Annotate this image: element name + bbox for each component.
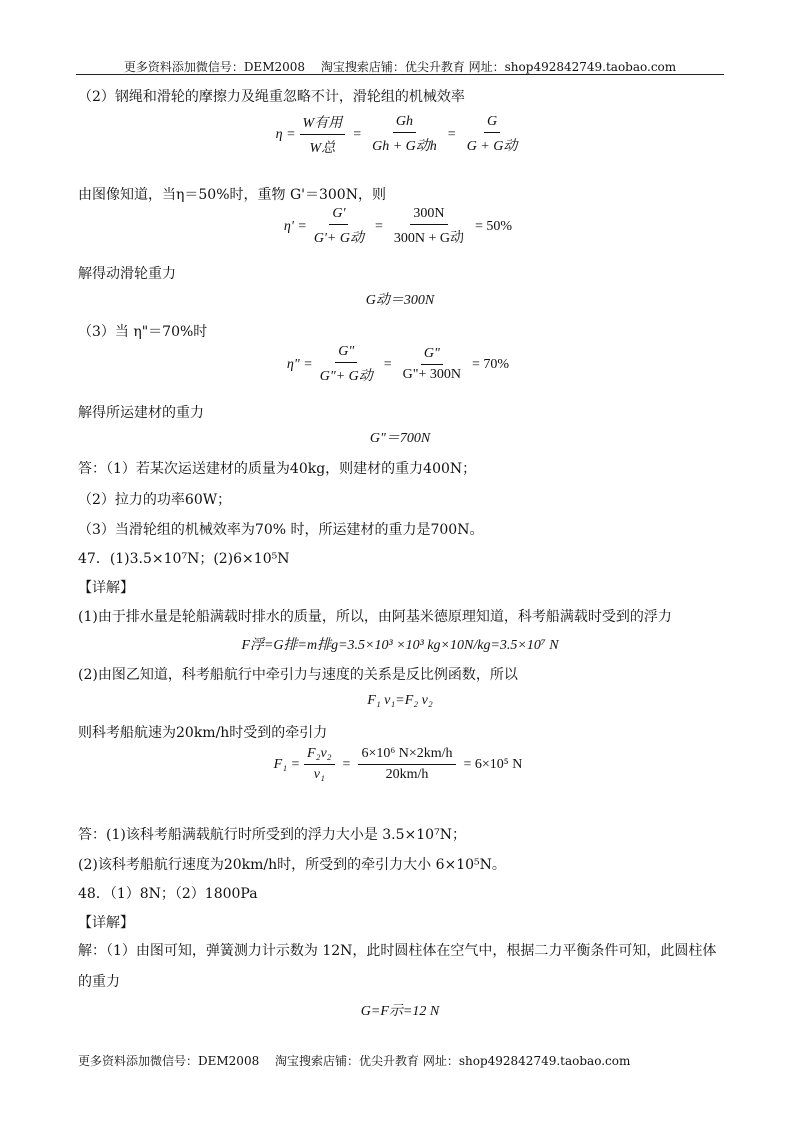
fraction — [317, 344, 376, 385]
text-line: 的重力 — [78, 974, 120, 990]
numerator: G' — [329, 206, 348, 225]
fraction — [400, 346, 464, 383]
denominator: 300N + G动 — [393, 231, 465, 246]
numerator: G" — [421, 346, 443, 365]
eq-rhs: = 70% — [472, 356, 510, 372]
efficiency-50-formula: η' = $\frac{G'}{\text{G'+ G动}}$ = $\frac{300N}{\text{300N + G动}}$ = 50% — [283, 206, 513, 246]
denominator: G"+ 300N — [402, 367, 461, 382]
section-heading: 【详解】 — [78, 915, 134, 931]
eq-lhs: η" = — [286, 356, 313, 372]
eq-lhs: η' = — [283, 218, 307, 234]
denominator: W总 — [309, 141, 336, 156]
header-divider — [76, 74, 724, 75]
equation: G动＝300N — [365, 293, 435, 308]
eq-lhs: η = — [275, 126, 296, 142]
equation: F浮=G排=m排g=3.5×10³ ×10³ kg×10N/kg=3.5×10⁷ N — [241, 638, 559, 653]
eq-rhs: = 6×10⁵ N — [463, 756, 523, 772]
fraction — [311, 206, 367, 247]
text-line: （2）拉力的功率60W； — [78, 492, 232, 508]
fraction — [304, 746, 335, 783]
text-line: （2）钢绳和滑轮的摩擦力及绳重忽略不计，滑轮组的机械效率 — [78, 89, 465, 105]
text-line: 答：（1）若某次运送建材的质量为40kg，则建材的重力400N； — [78, 461, 477, 477]
denominator: Gh + G动h — [372, 139, 437, 154]
text-line: （3）当 η"＝70%时 — [78, 324, 208, 340]
fraction — [369, 114, 440, 155]
denominator: v₁ — [313, 767, 325, 782]
text-line: 答：(1)该科考船满载航行时所受到的浮力大小是 3.5×10⁷N； — [78, 827, 466, 843]
answer-47: 47．(1)3.5×10⁷N；(2)6×10⁵N — [78, 551, 290, 567]
text-line: (2)由图乙知道，科考船航行中牵引力与速度的关系是反比例函数，所以 — [78, 667, 518, 683]
numerator: W有用 — [300, 112, 346, 135]
fraction — [464, 114, 521, 155]
text-line: 由图像知道，当η＝50%时，重物 G'＝300N，则 — [78, 187, 386, 203]
page-header: 更多资料添加微信号：DEM2008 淘宝搜索店铺：优尖升教育 网址：shop492842749.taobao.com — [123, 60, 677, 74]
text-line: (2)该科考船航行速度为20km/h时，所受到的牵引力大小 6×10⁵N。 — [78, 857, 506, 873]
equation: F₁ v₁=F₂ v₂ — [367, 693, 433, 708]
answer-48: 48．（1）8N；（2）1800Pa — [78, 886, 258, 902]
numerator: F₂v₂ — [304, 746, 335, 765]
traction-force-formula: F₁ = $\frac{\text{F₂v₂}}{\text{v₁}}$ = $\frac{\text{6×10⁶ N×2km/h}}{20km/h}$ = 6×10⁵ N — [273, 746, 523, 782]
denominator: G"+ G动 — [319, 369, 373, 384]
efficiency-70-formula: η" = $\frac{G"}{\text{G"+ G动}}$ = $\frac{G"}{G"+ 300N}$ = 70% — [286, 344, 510, 384]
eq-rhs: = 50% — [475, 218, 513, 234]
fraction — [391, 206, 467, 247]
text-line: 解得所运建材的重力 — [78, 405, 204, 421]
text-line: 解：（1）由图可知，弹簧测力计示数为 12N，此时圆柱体在空气中，根据二力平衡条件可知，此圆柱体 — [78, 943, 717, 959]
denominator: 20km/h — [385, 767, 429, 782]
equation: G"＝700N — [369, 431, 431, 446]
denominator: G + G动 — [466, 139, 518, 154]
equation: G=F示=12 N — [360, 1004, 440, 1019]
fraction — [300, 112, 346, 157]
efficiency-formula: η = $\frac{\text{W有用}}{\text{W总}}$ = $\frac{Gh}{\text{Gh + G动h}}$ = $\frac{G}{\text{G + G动}}$ — [0, 112, 800, 157]
fraction — [358, 746, 455, 783]
numerator: G — [484, 114, 500, 133]
text-line: （3）当滑轮组的机械效率为70% 时，所运建材的重力是700N。 — [78, 522, 484, 538]
text-line: (1)由于排水量是轮船满载时排水的质量，所以，由阿基米德原理知道，科考船满载时受到的浮力 — [78, 609, 672, 625]
text-line: 则科考船航速为20km/h时受到的牵引力 — [78, 725, 328, 741]
denominator: G'+ G动 — [313, 231, 364, 246]
numerator: 300N — [410, 206, 447, 225]
section-heading: 【详解】 — [78, 580, 134, 596]
eq-lhs: F₁ = — [273, 756, 301, 772]
page-footer: 更多资料添加微信号：DEM2008 淘宝搜索店铺：优尖升教育 网址：shop492842749.taobao.com — [78, 1054, 631, 1068]
numerator: Gh — [393, 114, 416, 133]
numerator: 6×10⁶ N×2km/h — [358, 746, 455, 765]
text-line: 解得动滑轮重力 — [78, 266, 176, 282]
numerator: G" — [335, 344, 357, 363]
